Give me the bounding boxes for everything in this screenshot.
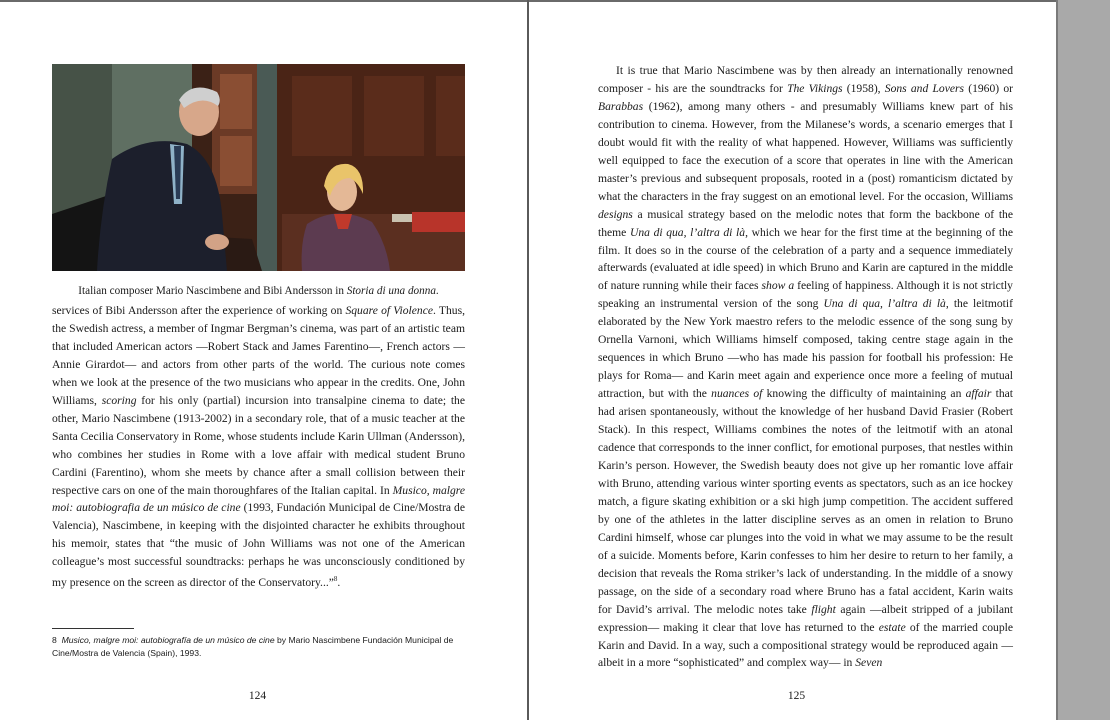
footnote <box>52 634 467 660</box>
caption-film-title: Storia di una donna <box>346 285 436 297</box>
right-page <box>529 0 1056 720</box>
right-paragraph: It is true that Mario Nascimbene was by then already an internationally renowned composer - his are the soundtracks for The Vikings (1958), Sons and Lovers (1960) or Barabbas (1962), among many others - and presumably Williams knew part of his contribution to cinema. However, from the Milanese’s words, a scenario emerges that I doubt would fit with the reality of what happened. However, Williams was sufficiently well equipped to face the execution of a score that operates in line with the American master’s previous and subsequent proposals, rooted in a (post) romanticism dictated by what the characters in the fray suggest on an emotional level. For the occasion, Williams designs a musical strategy based on the melodic notes that form the backbone of the theme Una di qua, l’altra di là, which we hear for the first time at the beginning of the film. It does so in the course of the celebration of a party and a sequence immediately afterwards (evaluated at idle speed) in which Bruno and Karin are captured in the middle of nature running while their faces show a feeling of happiness. Although it is not strictly speaking an instrumental version of the song Una di qua, l’altra di là, the leitmotif elaborated by the New York maestro refers to the melodic essence of the song sung by Ornella Varnoni, which Williams himself composed, taking centre stage again in the sequences in which Bruno —who has made his passion for football his profession: He plays for Roma— and Karin meet again and experience once more a feeling of mutual attraction, but with the nuances of knowing the difficulty of maintaining an affair that had arisen spontaneously, without the knowledge of her husband David Frasier (Robert Stack). In this respect, Williams combines the notes of the leitmotif with an atonal cadence that corresponds to the inner conflict, for emotional purposes, that nestles within Karin’s person. However, the Swedish beauty does not give up her romantic love affair with Bruno, attending various winter sporting events as spectators, such as an ice hockey match, a figure skating exhibition or a ski high jump competition. The accident suffered by one of the athletes in the latter discipline serves as an omen in relation to Bruno Cardini himself, whose car plunges into the void in what we may assume to be the result of a suicide. Moments before, Karin confesses to him her desire to return to her family, a decision that reveals the Roma striker’s lack of understanding. In the middle of a snowy passage, on the side of a secondary road where Bruno has a fatal accident, Karin waits for David’s arrival. The melodic notes take flight again —albeit stripped of a jubilant expression— making it clear that love has returned to the estate of the married couple Karin and David. In a way, such a compositional strategy would be reproduced again —albeit in a more “sophisticated” and complex way— in Seven <box>598 64 1014 670</box>
caption-end: . <box>435 285 439 297</box>
photo-caption <box>52 284 465 298</box>
left-paragraph: services of Bibi Andersson after the experience of working on Square of Violence. Thus, the Swedish actress, a member of Ingmar Bergman’s cinema, was part of an artistic team that included American actors —Robert Stack and James Farentino—, French actors —Annie Girardot— and actors from other parts of the world. The curious note comes when we look at the presence of the two musicians who appear in the credits. One, John Williams, scoring for his only (partial) incursion into transalpine cinema to date; the other, Mario Nascimbene (1913-2002) in a secondary role, that of a music teacher at the Santa Cecilia Conservatory in Rome, whose students include Karin Ullman (Andersson), who combines her studies in Rome with a love affair with medical student Bruno Cardini (Farentino), whom she meets by chance after a small collision between their respective cars on one of the main thoroughfares of the Italian capital. In Musico, malgre moi: autobiografia de un músico de cine (1993, Fundación Municipal de Cine/Mostra de Valencia), Nascimbene, in keeping with the disjointed character he exhibits throughout his memoir, states that “the music of John Williams was not one of the American colleague’s most successful soundtracks: perhaps he was unconsciously conditioned by my presence on the screen as director of the Conservatory...”$^8$. <box>52 304 466 590</box>
page-number-right: 125 <box>787 690 806 702</box>
footnote-text: by Mario Nascimbene Fundación Municipal de Cine/Mostra de Valencia (Spain), 1993. <box>52 635 454 658</box>
footnote-rule <box>52 628 134 629</box>
left-page <box>0 0 527 720</box>
footnote-title: Musico, malgre moi: autobiografía de un músico de cine <box>61 635 275 645</box>
right-body-text <box>598 62 1013 672</box>
left-body-text <box>52 302 465 592</box>
page-number-left: 124 <box>248 690 267 702</box>
page-edge <box>1056 0 1058 720</box>
caption-text: Italian composer Mario Nascimbene and Bibi Andersson in <box>78 285 347 297</box>
footnote-number: 8 <box>52 635 57 645</box>
footnote-ref[interactable]: 8 <box>333 575 338 584</box>
film-still-photo <box>52 64 465 271</box>
